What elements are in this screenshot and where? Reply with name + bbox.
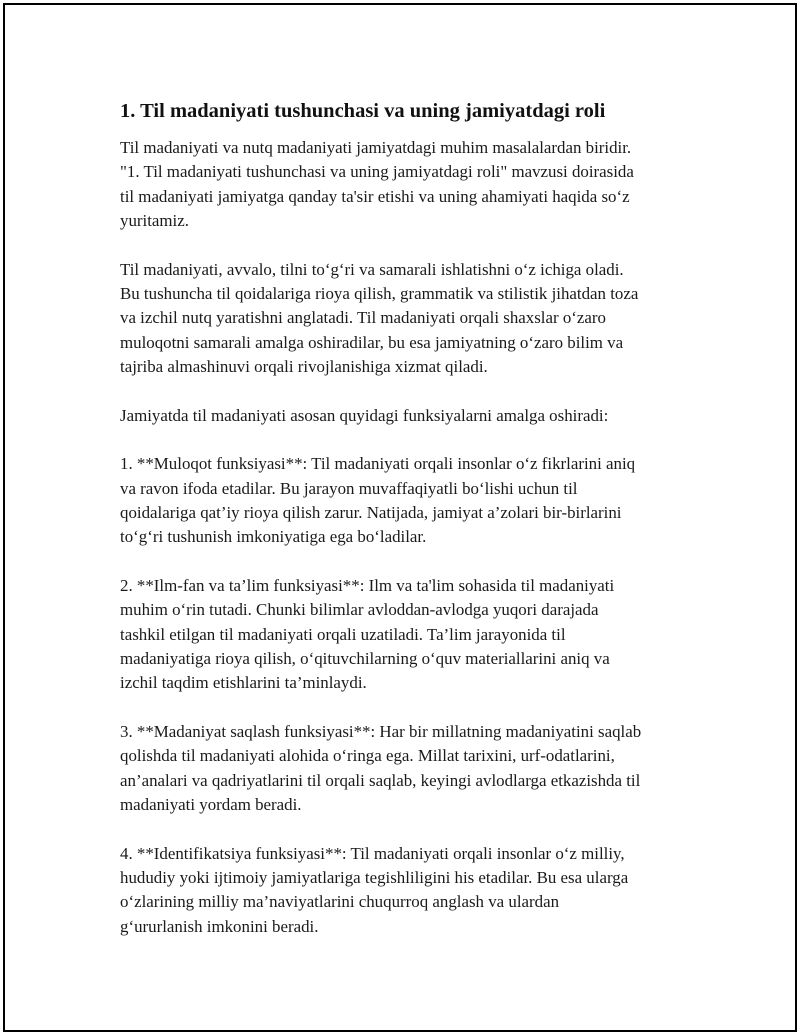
document-title: 1. Til madaniyati tushunchasi va uning jamiyatdagi roli [120,100,606,122]
paragraph-function-3: 3. **Madaniyat saqlash funksiyasi**: Har bir millatning madaniyatini saqlab qolishda til madaniyati alohida o‘ringa ega. Millat tarixini, urf-odatlarini, an’analari va qadriyatlarini til orqali saqlab, keyingi avlodlarga etkazishda til madaniyati yordam beradi. [120,722,642,815]
document-body [120,97,695,964]
paragraph-function-2: 2. **Ilm-fan va ta’lim funksiyasi**: Ilm va ta'lim sohasida til madaniyati muhim o‘rin tutadi. Chunki bilimlar avloddan-avlodga yuqori darajada tashkil etilgan til madaniyati orqali uzatiladi. Ta’lim jarayonida til madaniyatiga rioya qilish, o‘qituvchilarning o‘quv materiallarini aniq va izchil taqdim etishlarini ta’minlaydi. [120,576,615,693]
page-frame [3,3,797,1032]
paragraph-definition: Til madaniyati, avvalo, tilni to‘g‘ri va samarali ishlatishni o‘z ichiga oladi. Bu tushuncha til qoidalariga rioya qilish, grammatik va stilistik jihatdan toza va izchil nutq yaratishni anglatadi. Til madaniyati orqali shaxslar o‘zaro muloqotni samarali amalga oshiradilar, bu esa jamiyatning o‘zaro bilim va tajriba almashinuvi orqali rivojlanishiga xizmat qiladi. [120,259,639,376]
paragraph-functions-intro: Jamiyatda til madaniyati asosan quyidagi funksiyalarni amalga oshiradi: [120,405,609,425]
paragraph-intro: Til madaniyati va nutq madaniyati jamiyatdagi muhim masalalardan biridir. "1. Til madaniyati tushunchasi va uning jamiyatdagi roli" mavzusi doirasida til madaniyati jamiyatga qanday ta'sir etishi va uning ahamiyati haqida so‘z yuritamiz. [120,138,634,230]
paragraph-function-4: 4. **Identifikatsiya funksiyasi**: Til madaniyati orqali insonlar o‘z milliy, hududiy yoki ijtimoiy jamiyatlariga tegishliligini his etadilar. Bu esa ularga o‘zlarining milliy ma’naviyatlarini chuqurroq anglash va ulardan g‘ururlanish imkonini beradi. [120,843,629,936]
paragraph-function-1: 1. **Muloqot funksiyasi**: Til madaniyati orqali insonlar o‘z fikrlarini aniq va ravon ifoda etadilar. Bu jarayon muvaffaqiyatli bo‘lishi uchun til qoidalariga qat’iy rioya qilish zarur. Natijada, jamiyat a’zolari bir-birlarini to‘g‘ri tushunish imkoniyatiga ega bo‘ladilar. [120,454,636,547]
